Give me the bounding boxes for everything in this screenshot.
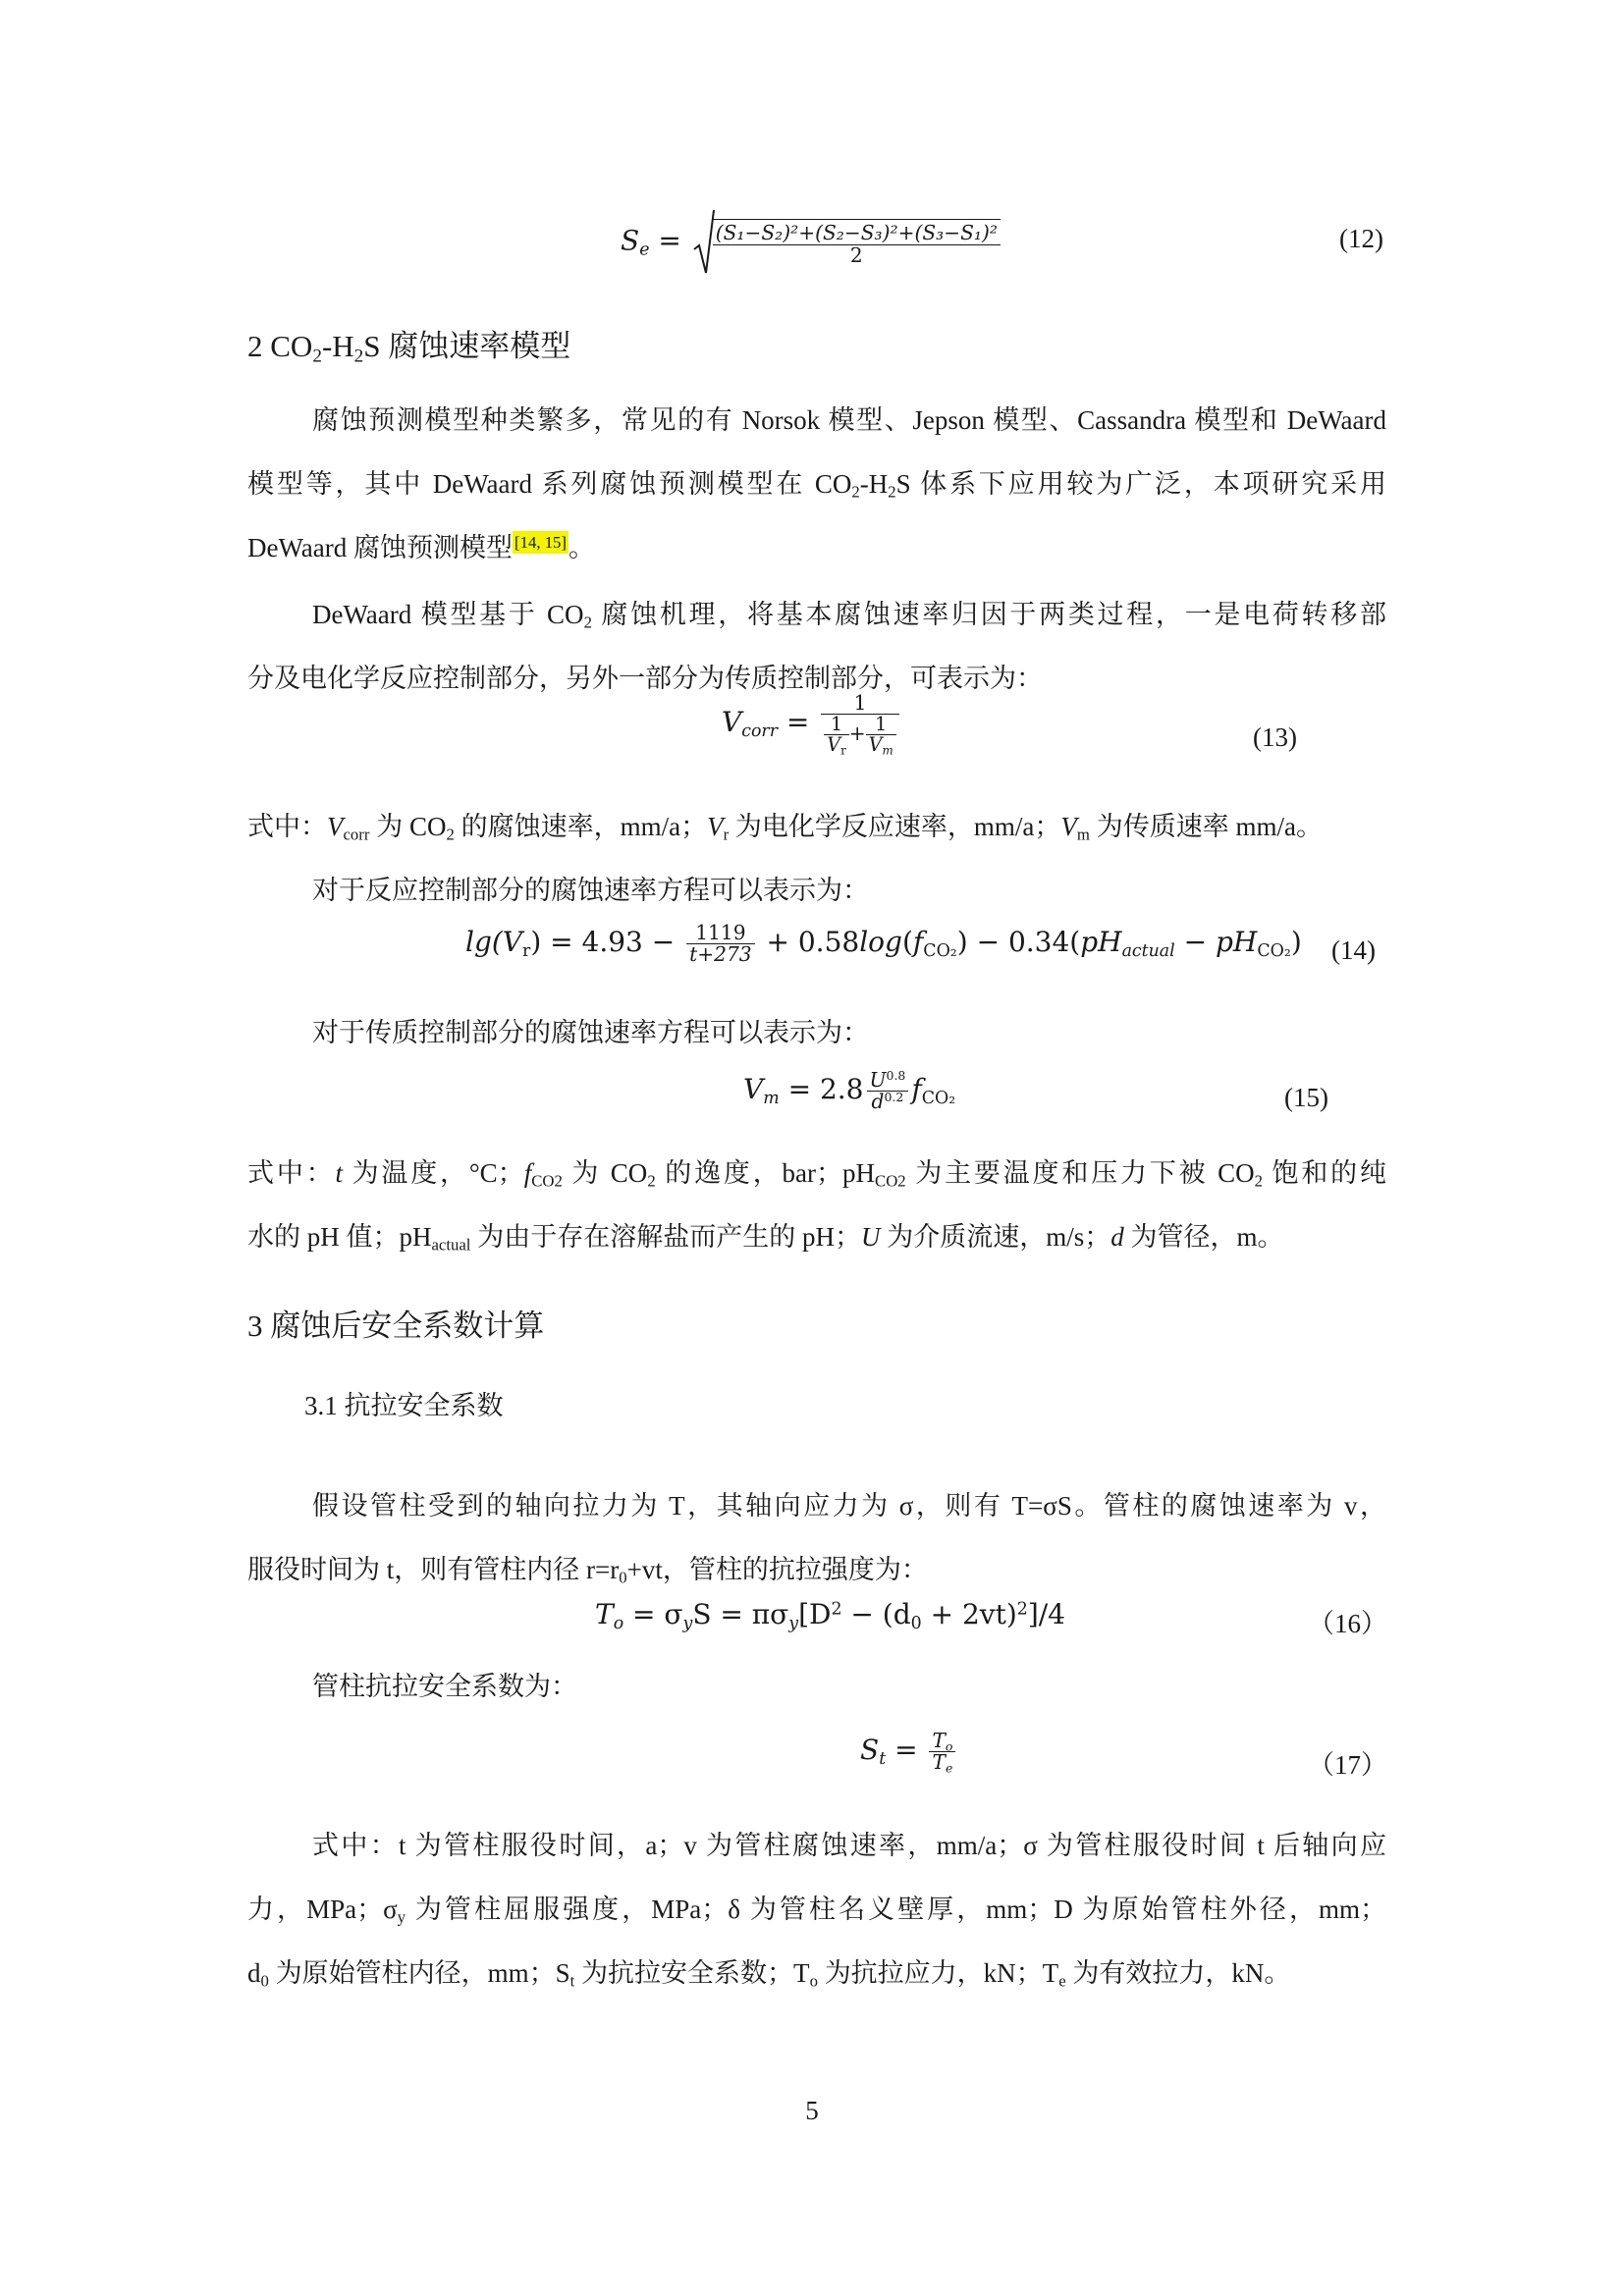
equation-14: $\lg(V_r) = 4.93$ − $\frac{1119}{t+273}$ + $0.58\log(f_{CO_2}) - 0.34(pH_{actual} - pH_{CO_2})$	[465, 921, 1302, 967]
equation-16: $T_o = \sigma_yS = \pi\sigma_y[D^2 - (d_0 + 2vt)^2]/4$	[595, 1598, 1065, 1633]
eq15-intro	[247, 1001, 1386, 1065]
equation-17: $S_t$ = $\frac{T_o}{T_e}$	[860, 1731, 958, 1773]
text-line: 假设管柱受到的轴向拉力为 T，其轴向应力为 σ，则有 T=σS。管柱的腐蚀速率为 v，	[312, 1491, 1386, 1521]
text-line: 式中：t 为温度，°C；$f_{CO2}$ 为 $CO_2$ 的逸度，bar；$pH_{CO2}$ 为主要温度和压力下被 $CO_2$ 饱和的纯	[247, 1158, 1387, 1191]
text-line: $d_0$ 为原始管柱内径，mm；$S_t$ 为抗拉安全系数；$T_o$ 为抗拉应力，kN；$T_e$ 为有效拉力，kN。	[247, 1958, 1291, 1991]
text-line: DeWaard 腐蚀预测模型 [14, 15]。	[247, 532, 595, 562]
section-2-heading: 2 $CO_2-H_2S$ 腐蚀速率模型	[247, 329, 571, 367]
text-line: 水的 pH 值；$pH_{actual}$ 为由于存在溶解盐而产生的 pH；U 为介质流速，m/s；d 为管径，m。	[247, 1222, 1284, 1255]
text-line: 对于反应控制部分的腐蚀速率方程可以表示为：	[312, 876, 869, 905]
text-line: 模型等，其中 DeWaard 系列腐蚀预测模型在 $CO_2-H_2S$ 体系下应用较为广泛，本项研究采用	[247, 469, 1386, 502]
page-number: 5	[805, 2096, 819, 2125]
equation-number-17: （17）	[1308, 1750, 1387, 1780]
section-3-heading: 3 腐蚀后安全系数计算	[247, 1308, 545, 1343]
eq13-definitions	[247, 795, 1386, 923]
equation-number-13: (13)	[1253, 722, 1297, 752]
section-2-paragraph-1	[247, 389, 1386, 580]
section-3-1-paragraph-1	[247, 1474, 1386, 1602]
eq12-numerator: (S₁−S₂)²+(S₂−S₃)²+(S₃−S₁)²	[713, 223, 1001, 244]
eq12-denominator: 2	[849, 242, 863, 267]
text-line: 式中：$V_{corr}$ 为 $CO_2$ 的腐蚀速率，mm/a；$V_r$ 为电化学反应速率，mm/a；$V_m$ 为传质速率 mm/a。	[247, 812, 1323, 844]
text-line: 对于传质控制部分的腐蚀速率方程可以表示为：	[312, 1018, 869, 1047]
equation-12: $S_e$ = $\frac{\text{(S₁−S₂)²+(S₂−S₃)²+(S₃−S₁)²}}{2}$	[621, 208, 1003, 277]
equation-13: $V_{corr}$ = 1 $\frac{1}{V_r}$ + $\frac{1}{V_m}$	[722, 693, 902, 755]
eq17-definitions	[247, 1814, 1386, 2005]
text-line: DeWaard 模型基于 $CO_2$ 腐蚀机理，将基本腐蚀速率归因于两类过程，一是电荷转移部	[312, 600, 1386, 632]
text-line: 式中：t 为管柱服役时间，a；v 为管柱腐蚀速率，mm/a；σ 为管柱服役时间 t 后轴向应	[312, 1831, 1386, 1860]
section-2-paragraph-2	[247, 583, 1386, 711]
subsection-3-1-heading: 3.1 抗拉安全系数	[304, 1391, 504, 1420]
citation-highlight: [14, 15]	[514, 532, 567, 552]
text-line: 管柱抗拉安全系数为：	[312, 1672, 577, 1701]
text-line: 服役时间为 t，则有管柱内径 $r=r_0+vt$，管柱的抗拉强度为：	[247, 1555, 928, 1587]
text-line: 腐蚀预测模型种类繁多，常见的有 Norsok 模型、Jepson 模型、Cassandra 模型和 DeWaard	[312, 405, 1386, 435]
equation-number-16: （16）	[1308, 1609, 1387, 1638]
equation-number-15: (15)	[1284, 1083, 1328, 1112]
equation-15: $V_m = 2.8$ $\frac{U^{0.8}}{d^{0.2}}$ $f_{CO_2}$	[743, 1068, 956, 1114]
text-line: 力，MPa；$\sigma_y$ 为管柱屈服强度，MPa；δ 为管柱名义壁厚，mm；D 为原始管柱外径，mm；	[247, 1895, 1386, 1927]
text-line: 分及电化学反应控制部分，另外一部分为传质控制部分，可表示为：	[247, 664, 1043, 693]
equation-number-14: (14)	[1331, 935, 1376, 965]
eq15-definitions	[247, 1142, 1386, 1269]
eq17-intro	[247, 1655, 1386, 1719]
equation-number-12: (12)	[1339, 224, 1383, 253]
